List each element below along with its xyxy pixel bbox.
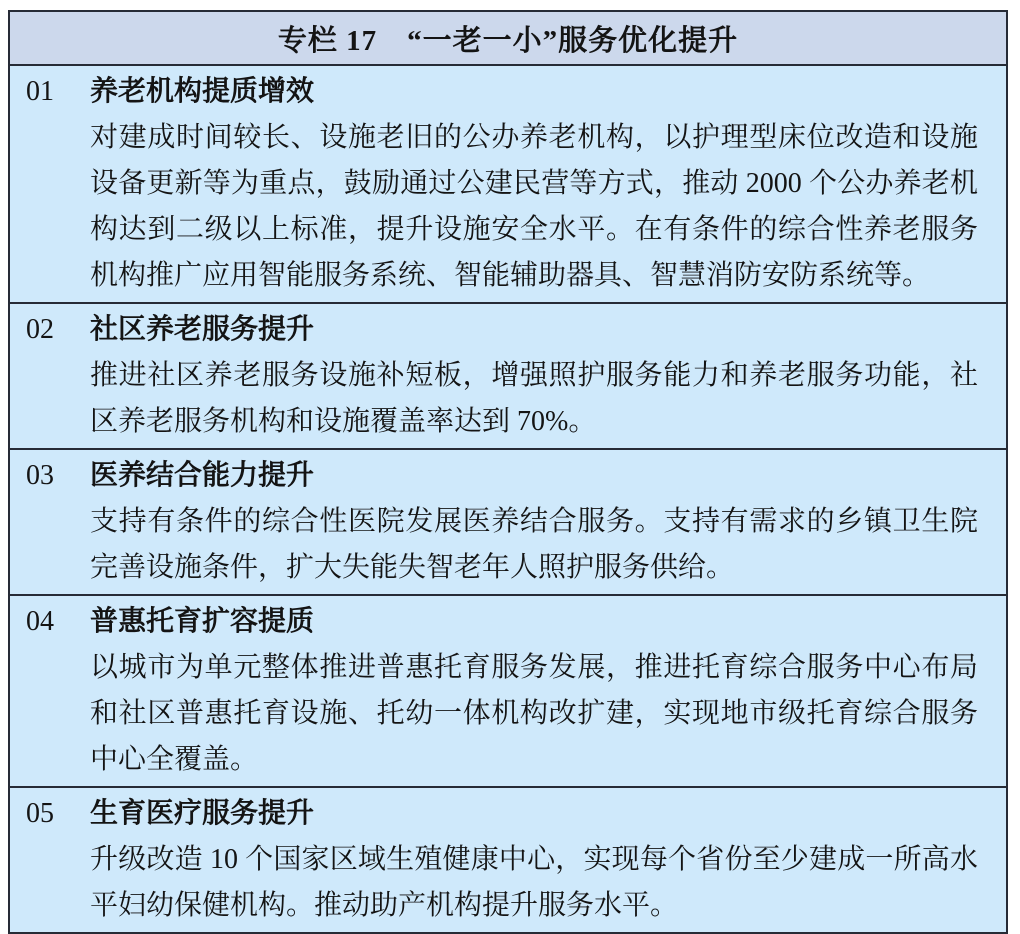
section-title: 普惠托育扩容提质 [90,606,315,637]
section-row [10,594,1006,786]
section-body: 升级改造 10 个国家区域生殖健康中心，实现每个省份至少建成一所高水平妇幼保健机构。推动助产机构提升服务水平。 [90,844,978,921]
section-title: 社区养老服务提升 [90,314,315,345]
section-title: 医养结合能力提升 [90,460,315,491]
section-row [10,786,1006,932]
section-body: 以城市为单元整体推进普惠托育服务发展，推进托育综合服务中心布局和社区普惠托育设施、托幼一体机构改扩建，实现地市级托育综合服务中心全覆盖。 [90,652,978,775]
panel-header [10,12,1006,66]
section-number: 04 [26,606,54,637]
section-content [90,791,978,929]
section-number: 03 [26,460,54,491]
section-title: 养老机构提质增效 [90,76,315,107]
section-title: 生育医疗服务提升 [90,798,315,829]
section-row [10,66,1006,302]
section-number: 01 [26,76,54,107]
section-row [10,448,1006,594]
section-row [10,302,1006,448]
section-content [90,599,978,783]
section-body: 对建成时间较长、设施老旧的公办养老机构，以护理型床位改造和设施设备更新等为重点，鼓励通过公建民营等方式，推动 2000 个公办养老机构达到二级以上标准，提升设施安全水平。在有条件的综合性养老服务机构推广应用智能服务系统、智能辅助器具、智慧消防安防系统等。 [90,122,978,291]
panel-title: 专栏 17 “一老一小”服务优化提升 [277,24,739,57]
section-number: 02 [26,314,54,345]
column-box-panel [8,10,1008,934]
section-content [90,69,978,299]
section-content [90,453,978,591]
section-number: 05 [26,798,54,829]
section-body: 推进社区养老服务设施补短板，增强照护服务能力和养老服务功能，社区养老服务机构和设施覆盖率达到 70%。 [90,360,978,437]
section-content [90,307,978,445]
section-body: 支持有条件的综合性医院发展医养结合服务。支持有需求的乡镇卫生院完善设施条件，扩大失能失智老年人照护服务供给。 [90,506,978,583]
